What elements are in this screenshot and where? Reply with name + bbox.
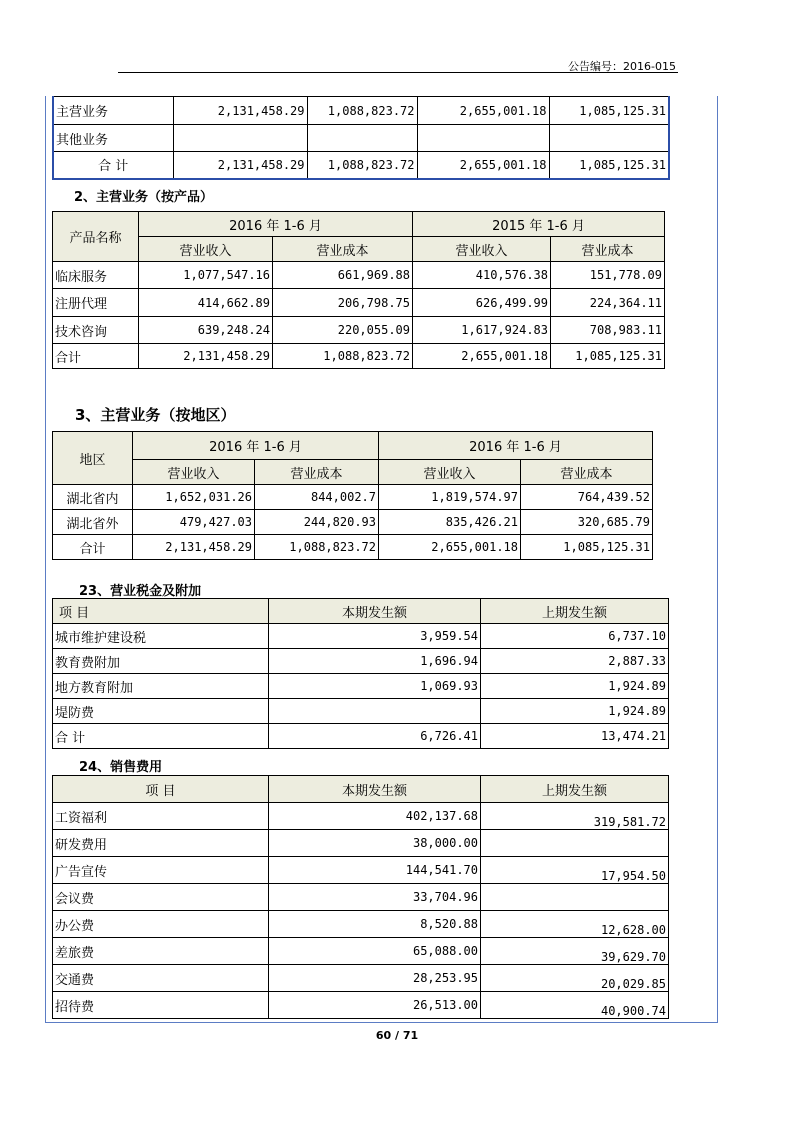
value-cell: 38,000.00 [269, 830, 481, 857]
value-cell: 1,696.94 [269, 649, 481, 674]
value-cell: 708,983.11 [551, 317, 665, 344]
table-header-row [53, 599, 669, 624]
row-label: 合 计 [53, 152, 173, 179]
value-cell: 479,427.03 [133, 510, 255, 535]
table-row [53, 485, 653, 510]
row-label: 交通费 [53, 965, 269, 992]
section-title: 24、销售费用 [79, 760, 163, 775]
column-header: 营业收入 [139, 237, 273, 262]
table-row [53, 262, 665, 289]
revenue-by-region-table [52, 431, 653, 560]
section-title: 2、主营业务（按产品） [74, 190, 214, 205]
value-cell: 1,077,547.16 [139, 262, 273, 289]
section-title: 3、主营业务（按地区） [75, 406, 236, 424]
table-row [53, 674, 669, 699]
table-row [53, 857, 669, 884]
value-cell: 33,704.96 [269, 884, 481, 911]
value-cell: 40,900.74 [481, 992, 669, 1019]
period-header: 2016 年 1-6 月 [379, 432, 653, 460]
value-cell: 220,055.09 [273, 317, 413, 344]
value-cell [417, 125, 549, 152]
value-cell [269, 699, 481, 724]
value-cell: 661,969.88 [273, 262, 413, 289]
value-cell: 28,253.95 [269, 965, 481, 992]
column-header: 项 目 [53, 776, 269, 803]
value-cell: 65,088.00 [269, 938, 481, 965]
table-row [53, 699, 669, 724]
row-label: 湖北省外 [53, 510, 133, 535]
value-cell [481, 830, 669, 857]
row-label: 注册代理 [53, 289, 139, 317]
period-header: 2016 年 1-6 月 [139, 212, 413, 237]
value-cell: 6,737.10 [481, 624, 669, 649]
column-header: 营业成本 [521, 460, 653, 485]
table-row [53, 965, 669, 992]
value-cell: 2,655,001.18 [379, 535, 521, 560]
column-header: 产品名称 [53, 212, 139, 262]
table-row [53, 649, 669, 674]
value-cell: 20,029.85 [481, 965, 669, 992]
value-cell: 224,364.11 [551, 289, 665, 317]
row-label: 招待费 [53, 992, 269, 1019]
row-label: 地方教育附加 [53, 674, 269, 699]
table-header-row [53, 776, 669, 803]
revenue-by-product-table [52, 211, 665, 369]
table-row [53, 830, 669, 857]
value-cell: 414,662.89 [139, 289, 273, 317]
value-cell: 639,248.24 [139, 317, 273, 344]
table-row [53, 510, 653, 535]
value-cell: 1,088,823.72 [255, 535, 379, 560]
column-header: 营业成本 [551, 237, 665, 262]
notice-number: 公告编号：2016-015 [568, 60, 676, 73]
page-number: 60 / 71 [375, 1029, 419, 1042]
value-cell: 2,655,001.18 [417, 152, 549, 179]
value-cell: 1,617,924.83 [413, 317, 551, 344]
business-summary-table [52, 96, 670, 180]
value-cell: 2,655,001.18 [417, 97, 549, 125]
column-header: 地区 [53, 432, 133, 485]
value-cell: 844,002.7 [255, 485, 379, 510]
row-label: 堤防费 [53, 699, 269, 724]
value-cell: 410,576.38 [413, 262, 551, 289]
column-header: 营业收入 [379, 460, 521, 485]
value-cell: 764,439.52 [521, 485, 653, 510]
row-label: 研发费用 [53, 830, 269, 857]
value-cell: 2,131,458.29 [133, 535, 255, 560]
value-cell: 244,820.93 [255, 510, 379, 535]
value-cell: 626,499.99 [413, 289, 551, 317]
value-cell: 13,474.21 [481, 724, 669, 749]
table-row [53, 938, 669, 965]
value-cell: 1,085,125.31 [551, 344, 665, 369]
column-header: 项 目 [53, 599, 269, 624]
row-label: 工资福利 [53, 803, 269, 830]
value-cell: 151,778.09 [551, 262, 665, 289]
value-cell [307, 125, 417, 152]
value-cell: 1,819,574.97 [379, 485, 521, 510]
row-label: 会议费 [53, 884, 269, 911]
value-cell: 2,131,458.29 [139, 344, 273, 369]
value-cell: 1,085,125.31 [549, 97, 669, 125]
value-cell: 144,541.70 [269, 857, 481, 884]
selling-expenses-table [52, 775, 669, 1019]
period-header: 2016 年 1-6 月 [133, 432, 379, 460]
row-label: 合 计 [53, 724, 269, 749]
value-cell: 39,629.70 [481, 938, 669, 965]
value-cell: 320,685.79 [521, 510, 653, 535]
table-row [53, 803, 669, 830]
value-cell: 1,085,125.31 [549, 152, 669, 179]
value-cell: 1,088,823.72 [273, 344, 413, 369]
column-header: 营业成本 [273, 237, 413, 262]
value-cell: 2,655,001.18 [413, 344, 551, 369]
value-cell: 12,628.00 [481, 911, 669, 938]
row-label: 办公费 [53, 911, 269, 938]
row-label: 教育费附加 [53, 649, 269, 674]
value-cell: 1,088,823.72 [307, 97, 417, 125]
table-row [53, 911, 669, 938]
table-row [53, 97, 669, 125]
row-label: 其他业务 [53, 125, 173, 152]
value-cell: 3,959.54 [269, 624, 481, 649]
table-row [53, 317, 665, 344]
row-label: 城市维护建设税 [53, 624, 269, 649]
row-label: 合计 [53, 535, 133, 560]
column-header: 本期发生额 [269, 599, 481, 624]
column-header: 营业收入 [133, 460, 255, 485]
value-cell: 6,726.41 [269, 724, 481, 749]
column-header: 本期发生额 [269, 776, 481, 803]
table-header-row [53, 460, 653, 485]
column-header: 营业成本 [255, 460, 379, 485]
value-cell: 2,131,458.29 [173, 97, 307, 125]
business-tax-table [52, 598, 669, 749]
value-cell: 206,798.75 [273, 289, 413, 317]
value-cell: 1,924.89 [481, 674, 669, 699]
value-cell: 1,924.89 [481, 699, 669, 724]
row-label: 差旅费 [53, 938, 269, 965]
table-header-row [53, 237, 665, 262]
table-row [53, 289, 665, 317]
value-cell [481, 884, 669, 911]
column-header: 上期发生额 [481, 776, 669, 803]
row-label: 技术咨询 [53, 317, 139, 344]
table-row [53, 125, 669, 152]
column-header: 上期发生额 [481, 599, 669, 624]
table-row [53, 535, 653, 560]
header-rule [118, 72, 678, 73]
table-row [53, 724, 669, 749]
table-header-row [53, 212, 665, 237]
value-cell: 1,088,823.72 [307, 152, 417, 179]
table-header-row [53, 432, 653, 460]
value-cell: 17,954.50 [481, 857, 669, 884]
value-cell: 319,581.72 [481, 803, 669, 830]
value-cell: 2,887.33 [481, 649, 669, 674]
value-cell: 1,652,031.26 [133, 485, 255, 510]
value-cell: 2,131,458.29 [173, 152, 307, 179]
section-title: 23、营业税金及附加 [79, 584, 202, 599]
table-row [53, 152, 669, 179]
table-row [53, 992, 669, 1019]
row-label: 主营业务 [53, 97, 173, 125]
value-cell: 26,513.00 [269, 992, 481, 1019]
row-label: 临床服务 [53, 262, 139, 289]
row-label: 湖北省内 [53, 485, 133, 510]
value-cell: 835,426.21 [379, 510, 521, 535]
value-cell: 1,085,125.31 [521, 535, 653, 560]
row-label: 合计 [53, 344, 139, 369]
value-cell [549, 125, 669, 152]
table-row [53, 344, 665, 369]
table-row [53, 884, 669, 911]
value-cell [173, 125, 307, 152]
period-header: 2015 年 1-6 月 [413, 212, 665, 237]
row-label: 广告宣传 [53, 857, 269, 884]
value-cell: 8,520.88 [269, 911, 481, 938]
value-cell: 1,069.93 [269, 674, 481, 699]
value-cell: 402,137.68 [269, 803, 481, 830]
column-header: 营业收入 [413, 237, 551, 262]
table-row [53, 624, 669, 649]
